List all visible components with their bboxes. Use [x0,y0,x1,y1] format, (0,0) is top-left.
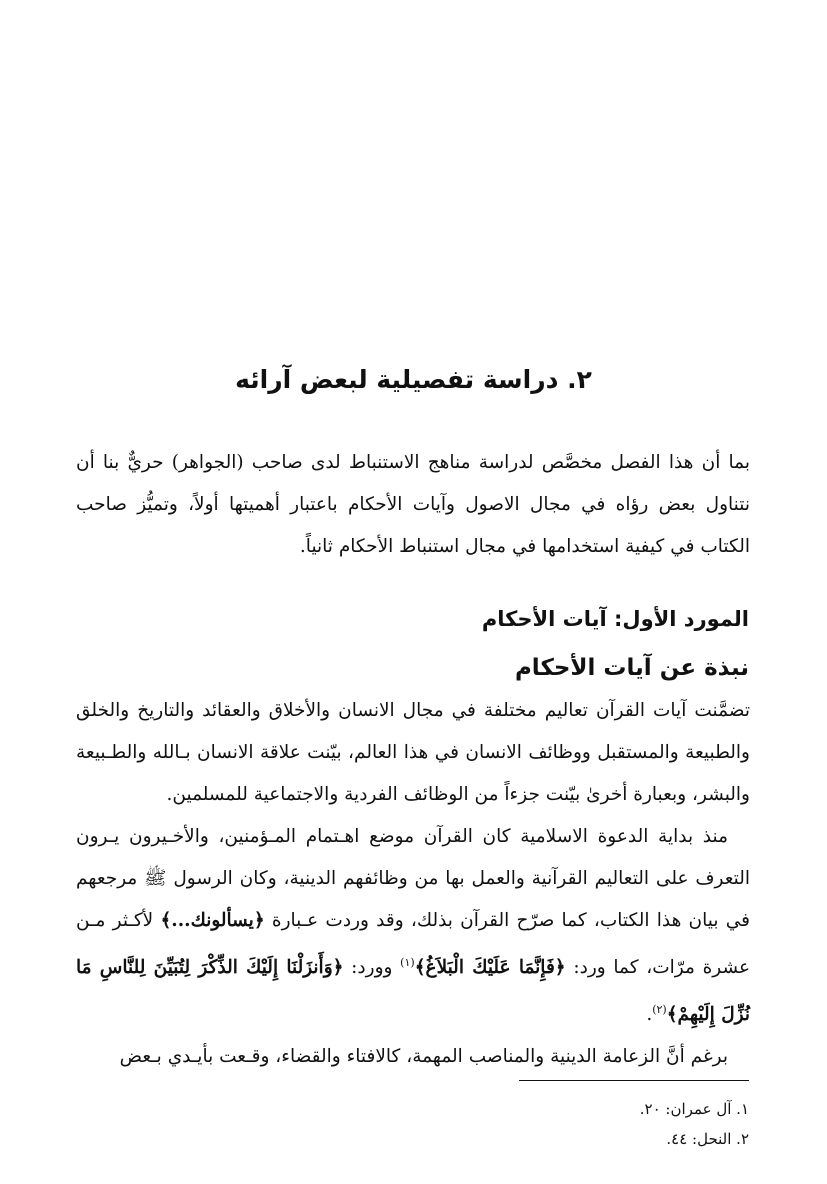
intro-paragraph-block [76,442,750,568]
footnote-1: ١. آل عمران: ٢٠. [639,1100,749,1118]
footnote-ref-1[interactable]: (١) [400,956,415,969]
paragraph-2-text-a: منذ بداية الدعوة الاسلامية كان القرآن موضع اهـتمام المـؤمنين، والأخـيرون يـرون التعرف على التعاليم القرآنية والعمل بها من وظائفهم الدينية، وكان الرسول ﷺ مرجعهم في بيان هذا الكتاب، كما صرّح القرآن بذلك، وقد وردت عـبارة [76,826,750,931]
paragraph-2-text-c: وورد: [343,957,401,979]
paragraph-2-end: . [646,1004,653,1026]
paragraph-3: برغم أنَّ الزعامة الدينية والمناصب المهمة، كالافتاء والقضاء، وقـعت بأيـدي بـعض [119,1046,728,1068]
subsection-heading: المورد الأول: آيات الأحكام [481,607,749,631]
paragraph-2-text-b: لأكـثر مـن عشرة مرّات، كما ورد: [76,910,751,979]
main-text-block [76,690,750,1078]
quran-quote-dhikr: ﴿وَأَنزَلْنَا إِلَيْكَ الذِّكْرَ لِتُبَيِّنَ لِلنَّاسِ مَا نُزِّلَ إِلَيْهِمْ﴾ [76,957,750,1026]
quran-quote-balagh: ﴿فَإِنَّمَا عَلَيْكَ الْبَلاَغُ﴾ [414,957,566,979]
footnote-ref-2[interactable]: (٢) [652,1003,667,1017]
section-title: ٢. دراسة تفصيلية لبعض آرائه [235,365,592,394]
footnotes-list [349,1094,749,1154]
paragraph-2 [76,816,750,1036]
paragraph-1: تضمَّنت آيات القرآن تعاليم مختلفة في مجال الانسان والأخلاق والعقائد والتاريخ والخلق والطبيعة والمستقبل ووظائف الانسان في هذا العالم، بيّنت علاقة الانسان بـالله والطـبيعة والبشر، وبعبارة أخرىٰ بيّنت جزءاً من الوظائف الفردية والاجتماعية للمسلمين. [76,700,750,805]
intro-paragraph: بما أن هذا الفصل مخصَّص لدراسة مناهج الاستنباط لدى صاحب (الجواهر) حريٌّ بنا أن نتناول بعض رؤاه في مجال الاصول وآيات الأحكام باعتبار أهميتها أولاً، وتميُّز صاحب الكتاب في كيفية استخدامها في مجال استنباط الأحكام ثانياً. [76,452,750,557]
quran-quote-yasalunak: ﴿يسألونك...﴾ [160,910,265,931]
footnote-divider [519,1080,749,1081]
topic-heading: نبذة عن آيات الأحكام [514,655,749,681]
footnote-2: ٢. النحل: ٤٤. [666,1130,749,1148]
